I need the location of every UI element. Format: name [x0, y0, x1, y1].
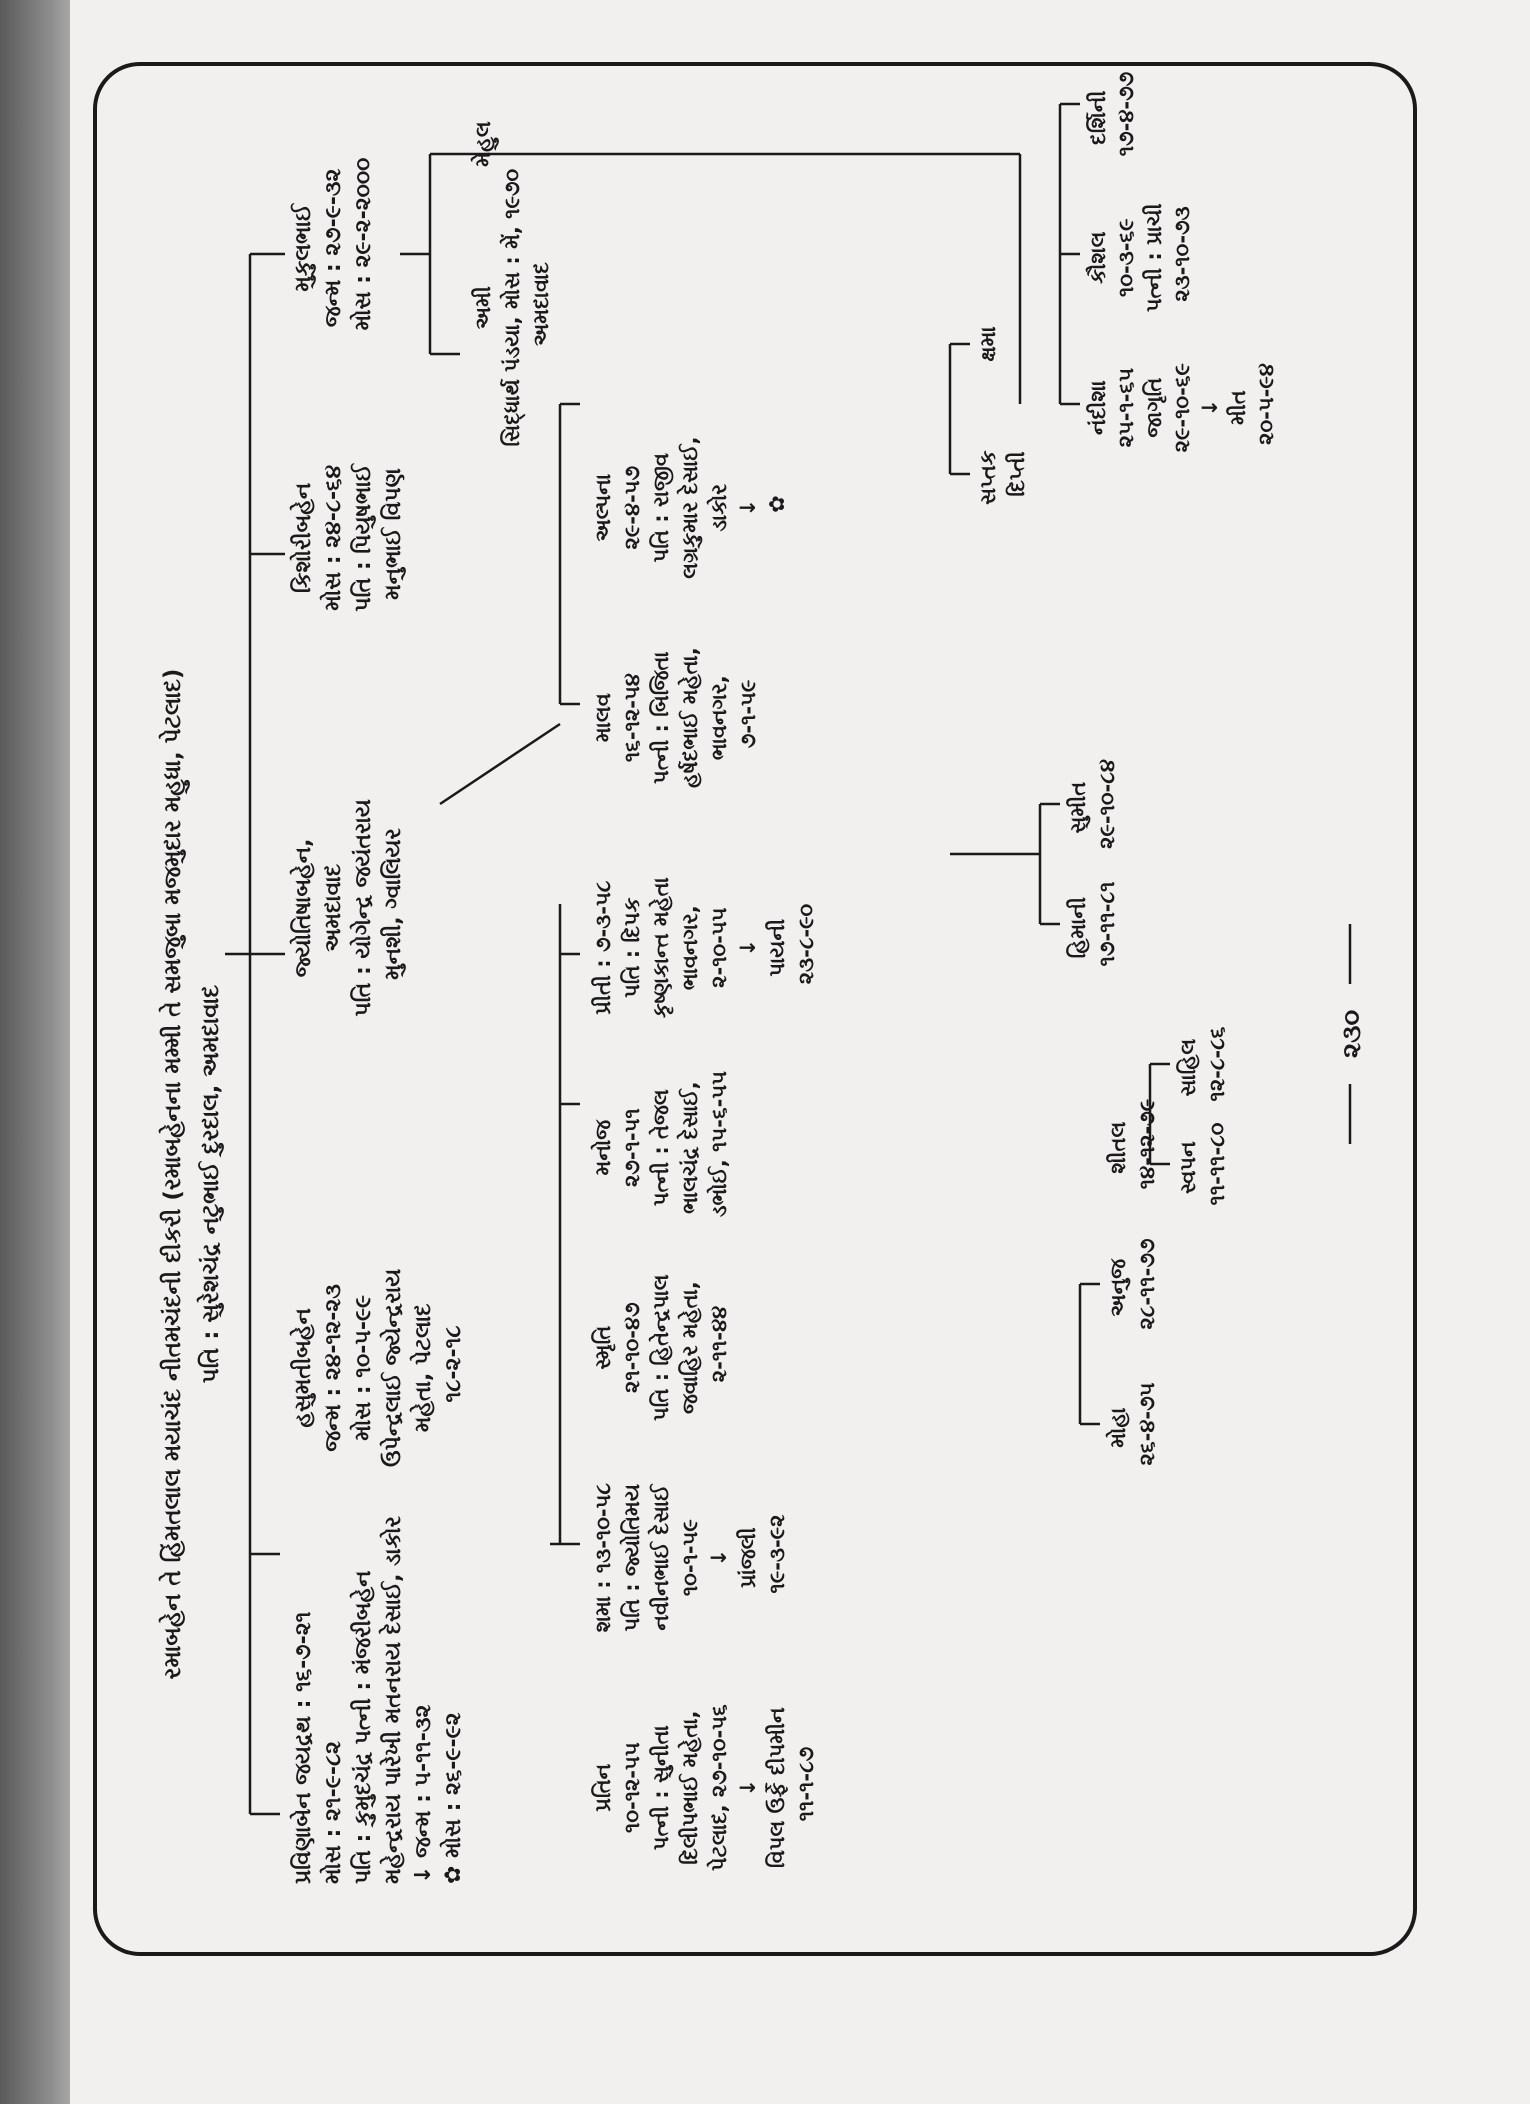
- person-saptak: સપ્તક દિપ્તી: [976, 450, 1029, 505]
- person-kishori: કિશોરીબહેન મોસ : ૨૪-૮-૬૪ પતિ : પિયુષભાઈ મનુભાઈ વિપણ: [291, 464, 406, 612]
- person-sumit: સુમીત ૨૯-૧૦-૮૪: [1066, 759, 1119, 849]
- person-anuj: અનુજ ૨૮-૧૧-૭૭: [1106, 1238, 1159, 1330]
- person-hasumati: હસુમતીબહેન જન્મ : ૨૪-૧૨-૨૩ મોસ : ૧૦-૫-૯૯ ઉપેન્દ્રલાઈ જ્યેન્દ્રરાય મહેતા, પેટલાદ ૧૮-૨-૧૮: [291, 1268, 466, 1467]
- person-smruti: સ્મૃતિ ૨૧-૧૦-૪૭ પતિ : હિતેન્દ્રપાલ જવાહિર મહેતા, ૨-૧૧-૪૪: [591, 1274, 731, 1421]
- person-manoj: મનોજ ૨૭-૧-૫૧ પત્ની : તેજલ ભાલચંદ્ર દેસાઈ, ડભોઈ, ૧૫-૬-૫૫: [591, 1071, 731, 1217]
- person-himani: હિમાની ૧૭-૧૧-૮૧: [1066, 881, 1119, 967]
- gen2-group: [470, 121, 818, 1871]
- person-malav: માલવ ૧૬-૧૨-૫૪ પત્ની : બિજિતા હર્ષદભાઈ મહેતા, ભાવનગર, ૭-૧-૫૯: [591, 647, 760, 788]
- person-sahil: સાહિલ ૧૨-૮-૮૬: [1176, 1026, 1229, 1102]
- person-jyoti: જ્યોતિષાબહેન, અમદાવાદ પતિ : યોગેન્દ્ર જયંતરાય મુનશી, ગ્વાલિયર: [291, 799, 406, 1017]
- person-sapan: સ્વપન ૧૧-૧૧-૮૦: [1176, 1122, 1229, 1206]
- person-moha: મોહા ૨૬-૪-૭૫: [1106, 1382, 1159, 1466]
- person-darshini: દર્શિની ૧૭-૪-૭૭: [1086, 71, 1138, 157]
- page-number: ૨૩૦: [1337, 1009, 1367, 1059]
- title-line-2: પતિ : સુરેશચંદ્ર નટુભાઈ દુરદાલ, અમદાવાદ: [198, 984, 224, 1384]
- person-mukul: મુકુલભાઈ જન્મ : ૨૭-૯-૩૨ મોસ : ૨૯-૨-૨૦૦૦: [291, 157, 376, 331]
- person-shital: શીતલ ૧૪-૧૨-૭૯: [1106, 1098, 1159, 1190]
- person-kaushal: કૌશલ ૧૦-૩-૬૯ પત્ની : પ્રાચી ૨૩-૧૦-૭૩: [1086, 203, 1194, 312]
- person-priti: પ્રીતી : ૭-૩-૫૮ પતિ : દિપક કૃષ્ણકાન્ત મહેતા ભાવનગર, ૨-૧૦-૫૫ ↓ પાયની ૨૩-૮-૯૦: [591, 877, 818, 1019]
- title-line-1: રમાબહેન તે હિંમતલાલ મયાચંદ નીતમચંદની દીકરી (રમાબહેનના મમ્મી તે સમજુબા મજમુદાર મહુધા, પેટલાદ): [160, 668, 186, 1680]
- gen3-group: [976, 71, 1278, 1465]
- person-pravina: પ્રવિણાબેન જયદ્રથ : ૧૬-૭-૨૧ મોસ : ૨૧-૯-૮૨ પતિ : કુમુદચંદ્ર પત્ની : મંજરીબહેન મહેન્દ્રરાય પારેખી મતનરાય દેસાઈ, ડાકોર ↓ જન્મ : ૫-૧૧-૩૨ ✿ મોસ : ૨૬-૯-૯૨: [291, 1515, 466, 1884]
- person-alpana: અલ્પના ૨૯-૪-૫૭ પતિ : રાજીવ લગ્રકુમાર દેસાઈ, ડાકોર ↓ ✿: [591, 436, 789, 579]
- person-kshama: ક્ષમા: [976, 326, 1000, 362]
- person-shama: શમા : ૧૩-૧૦-૫૮ પતિ : જ્યોતિમય નવીનભાઈ દેસાઈ ૧૦-૧-૫૯ ↓ પ્રાંજલી ૧૯-૩-૯૨: [591, 1483, 789, 1633]
- person-pratish: પ્રતિન ૧૦-૧૨-૫૫ પત્ની : સુનીતા દિલીપભાઈ મહેતા, પેટલાદ, ૨૭-૧૦-૫૬ ↓ વિપલ ઉર્ફે દીપમીન ૧૧-૧-૮૭: [591, 1704, 818, 1872]
- gen1-group: [289, 158, 466, 1885]
- person-ami: અમી સિદ્ધાર્થ પંડયા, મોસ : મેં, ૧૯૭૦ અમદાવાદ: [471, 168, 553, 447]
- person-mehul: મેહુલ: [471, 121, 495, 167]
- person-nandini: નંદીશા ૨૫-૧-૬૫ જાગૃતિ ૨૯-૧૦-૬૯ ↓ મીત ૨૦-૫-૯૪: [1086, 362, 1278, 453]
